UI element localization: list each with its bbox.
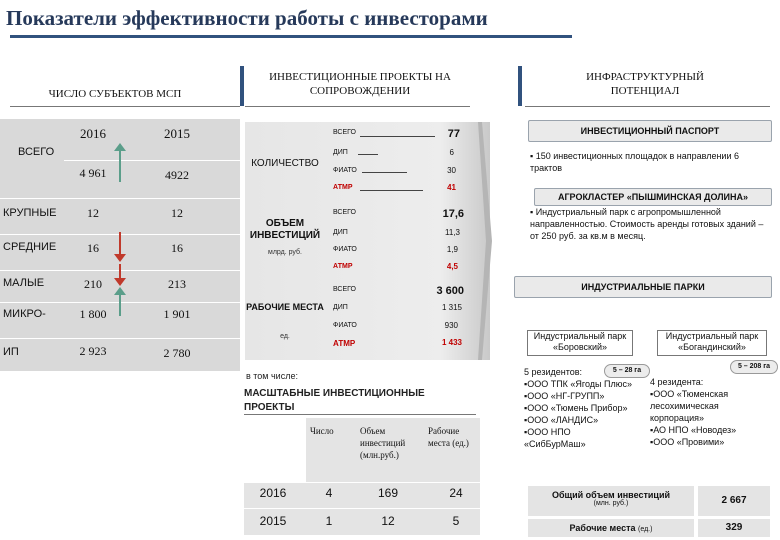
row-divider (64, 160, 240, 161)
agrocluster-text: ▪ Индустриальный парк с агропромышленной направленностью. Стоимость аренды готовых зданий – от 250 руб. за кв.м в месяц. (530, 207, 764, 241)
group-label-jobs: РАБОЧИЕ МЕСТА (246, 302, 324, 312)
total-investment-unit: (млн. руб.) (593, 500, 629, 507)
leader-line (360, 136, 435, 137)
infrastructure-header-underline (525, 106, 770, 107)
mega-jobs: 5 (452, 514, 460, 528)
msp-col-2015: 2015 (164, 126, 190, 141)
msp-value-2015: 4922 (165, 168, 189, 182)
trend-down-arrow-icon (112, 230, 128, 264)
msp-row-label: МАЛЫЕ (3, 277, 45, 289)
group-row-value: 4,5 (446, 262, 458, 271)
park2-residents (650, 376, 762, 448)
msp-value-2016: 210 (84, 277, 102, 291)
mega-volume: 12 (381, 514, 395, 528)
resident-item: ▪ООО ТПК «Ягоды Плюс» (524, 379, 632, 389)
park-area-badge: 5 – 208 га (730, 360, 778, 374)
msp-row-label: СРЕДНИЕ (3, 241, 57, 253)
msp-value-2015: 12 (171, 206, 183, 220)
leader-line (362, 172, 407, 173)
infrastructure-header: ИНФРАСТРУКТУРНЫЙ ПОТЕНЦИАЛ (586, 71, 704, 97)
row-divider (244, 482, 480, 483)
msp-value-2015: 213 (168, 277, 186, 291)
msp-row-label: МИКРО- (3, 308, 46, 320)
group-row-name: ДИП (333, 229, 348, 236)
resident-item: ▪ООО «ЛАНДИС» (524, 415, 599, 425)
leader-line (360, 190, 423, 191)
projects-header: ИНВЕСТИЦИОННЫЕ ПРОЕКТЫ НА СОПРОВОЖДЕНИИ (269, 71, 451, 97)
agrocluster-banner: АГРОКЛАСТЕР «ПЫШМИНСКАЯ ДОЛИНА» (534, 188, 772, 206)
resident-item: ▪ООО «НГ-ГРУПП» (524, 391, 605, 401)
residents-count: 5 резидентов: (524, 367, 583, 377)
group-row-value: 1 433 (441, 338, 462, 347)
msp-value-2016: 4 961 (79, 166, 107, 180)
msp-header: ЧИСЛО СУБЪЕКТОВ МСП (48, 88, 182, 100)
trend-up-arrow-icon (112, 286, 128, 318)
mega-volume: 169 (377, 486, 399, 500)
mega-count: 1 (325, 514, 333, 528)
group-row-name: ФИАТО (333, 167, 357, 174)
panel-chevron-edge (478, 122, 492, 360)
mega-title-underline (244, 414, 476, 415)
park-bogandinsky-box: Индустриальный парк «Богандинский» (657, 330, 767, 356)
resident-item: ▪ООО «Провими» (650, 437, 725, 447)
park-area-badge: 5 – 28 га (604, 364, 650, 378)
group-unit: ед. (280, 333, 290, 340)
mega-projects-title: МАСШТАБНЫЕ ИНВЕСТИЦИОННЫЕ ПРОЕКТЫ (244, 388, 425, 413)
section-divider (518, 66, 522, 106)
mega-table-corner (244, 418, 306, 482)
projects-header-underline (245, 106, 470, 107)
passport-text: ▪ 150 инвестиционных площадок в направлении 6 трактов (530, 151, 739, 173)
mega-count: 4 (325, 486, 333, 500)
residents-count: 4 резидента: (650, 377, 704, 387)
msp-col-2016: 2016 (80, 126, 106, 141)
group-row-value: 77 (447, 128, 460, 140)
resident-item: ▪ООО «Тюменская лесохимическая корпорация» (650, 389, 729, 423)
industrial-parks-banner: ИНДУСТРИАЛЬНЫЕ ПАРКИ (514, 276, 772, 298)
mega-col-count: Число (310, 426, 334, 436)
msp-value-2015: 1 901 (163, 307, 191, 321)
group-row-name: АТМР (333, 184, 353, 191)
msp-row-label: КРУПНЫЕ (3, 207, 57, 219)
jobs-label-box (528, 519, 694, 537)
group-unit: млрд. руб. (268, 249, 302, 256)
row-divider (244, 508, 480, 509)
group-row-value: 30 (447, 166, 456, 175)
group-row-name: АТМР (333, 339, 356, 348)
msp-value-2016: 12 (87, 206, 99, 220)
msp-value-2015: 2 780 (163, 346, 191, 360)
jobs-value: 329 (698, 519, 770, 537)
resident-item: ▪ООО НПО «СибБурМаш» (524, 427, 586, 449)
jobs-unit: (ед.) (638, 526, 653, 533)
msp-value-2016: 2 923 (79, 344, 107, 358)
title-underline (10, 35, 572, 38)
investment-passport-banner: ИНВЕСТИЦИОННЫЙ ПАСПОРТ (528, 120, 772, 142)
group-row-value: 1 315 (441, 303, 462, 312)
group-row-value: 3 600 (436, 285, 464, 297)
row-divider (0, 338, 240, 339)
mega-col-jobs: Рабочие места (ед.) (428, 426, 469, 448)
msp-row-label: ВСЕГО (18, 146, 55, 158)
msp-header-underline (10, 106, 240, 107)
total-investment-label-box (528, 486, 694, 516)
section-divider (240, 66, 244, 106)
group-row-name: ВСЕГО (333, 209, 357, 216)
total-investment-label: Общий объем инвестиций (551, 490, 671, 500)
park-boroviy-box: Индустриальный парк «Боровский» (527, 330, 633, 356)
group-row-name: ФИАТО (333, 246, 357, 253)
page-title: Показатели эффективности работы с инвесторами (6, 6, 488, 30)
group-row-value: 17,6 (442, 208, 464, 220)
resident-item: ▪АО НПО «Новодез» (650, 425, 737, 435)
mega-year: 2016 (259, 486, 287, 500)
group-row-name: АТМР (333, 263, 353, 270)
group-row-name: ДИП (333, 149, 348, 156)
group-row-value: 41 (447, 183, 456, 192)
msp-row-label: ИП (3, 346, 19, 358)
group-row-value: 1,9 (446, 245, 458, 254)
msp-value-2016: 1 800 (79, 307, 107, 321)
group-row-name: ВСЕГО (333, 286, 357, 293)
group-row-value: 930 (444, 321, 458, 330)
group-label-volume: ОБЪЕМ ИНВЕСТИЦИЙ (249, 218, 321, 241)
park1-residents (524, 366, 634, 450)
trend-up-arrow-icon (112, 142, 128, 184)
mega-jobs: 24 (449, 486, 463, 500)
group-row-name: ДИП (333, 304, 348, 311)
msp-value-2016: 16 (87, 241, 99, 255)
row-divider (0, 198, 240, 199)
jobs-label: Рабочие места (569, 523, 636, 533)
total-investment-value: 2 667 (698, 486, 770, 516)
leader-line (358, 154, 378, 155)
group-label-count: КОЛИЧЕСТВО (251, 158, 319, 169)
trend-down-arrow-icon (112, 262, 128, 288)
resident-item: ▪ООО «Тюмень Прибор» (524, 403, 628, 413)
group-row-name: ФИАТО (333, 322, 357, 329)
group-row-value: 6 (449, 148, 454, 157)
msp-value-2015: 16 (171, 241, 183, 255)
group-row-value: 11,3 (445, 228, 460, 237)
mega-col-volume: Объем инвестиций (млн.руб.) (360, 426, 406, 460)
including-label: в том числе: (246, 371, 298, 381)
mega-year: 2015 (259, 514, 287, 528)
group-row-name: ВСЕГО (333, 129, 357, 136)
